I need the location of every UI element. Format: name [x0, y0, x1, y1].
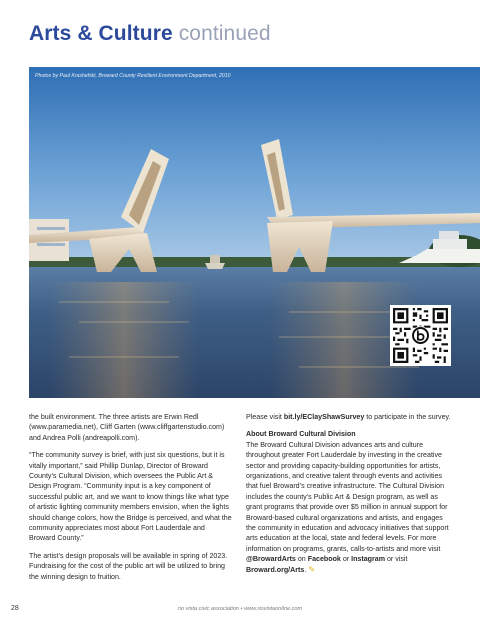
photo-credit: Photos by Paul Krashefski, Broward County Resilient Environment Department, 2010 — [35, 73, 231, 79]
paragraph: the built environment. The three artists are Erwin Redl (www.paramedia.net), Cliff Garten (www.cliffgartenstudio.com) and Andrea Polli (andreapolli.com). — [29, 413, 225, 442]
paragraph: The artist’s design proposals will be available in spring of 2023. Fundraising for the cost of the public art will be utilized to bring the winning design to fruition. — [29, 551, 228, 581]
social-handle: @BrowardArts — [246, 555, 296, 564]
section-title: Arts & Culture — [29, 22, 173, 45]
instagram-link[interactable]: Instagram — [351, 555, 386, 564]
page-number: 28 — [11, 605, 19, 612]
survey-qr-code[interactable] — [390, 305, 451, 366]
page-footer: rio vista civic association • www.riovistaonline.com — [177, 606, 303, 612]
bridge-photo — [29, 67, 480, 398]
section-subtitle: continued — [178, 22, 271, 45]
survey-link[interactable]: bit.ly/EClayShawSurvey — [283, 413, 365, 421]
about-heading: About Broward Cultural Division — [246, 430, 356, 439]
pencil-icon: ✎ — [308, 564, 316, 574]
website-link[interactable]: Broward.org/Arts — [246, 565, 305, 574]
facebook-link[interactable]: Facebook — [307, 555, 341, 564]
left-column — [29, 412, 232, 589]
about-paragraph: The Broward Cultural Division advances arts and culture throughout greater Fort Lauderdale by investing in the creative sector and providing capacity-building opportunities for artists, organizations, and creative talent through events and activities that fuel Broward’s creative infrastructure. The Cultural Division includes the county’s Public Art & Design program, as well as grant programs that provide over $5 million in annual support for Broward-based cultural organizations and artists, and engages the community in education and advocacy initiatives that support arts education at the local, state and federal levels. For more information on programs, grants, calls-to-artists and more visit @BrowardArts on Facebook or Instagram or visit Broward.org/Arts. ✎ — [246, 440, 449, 574]
qr-code-icon — [393, 308, 448, 363]
right-column — [246, 412, 454, 582]
page-title — [29, 21, 271, 47]
survey-paragraph: Please visit bit.ly/EClayShawSurvey to participate in the survey. — [246, 413, 451, 421]
paragraph: “The community survey is brief, with just six questions, but it is vitally important,” said Phillip Dunlap, Director of Broward County’s Cultural Division, which oversees the Public Art & Design Program. “Community input is a key component of successful public art, and we want to know things like what type of artistic lighting community members envision, when the lights should change colors, how the Bridge is perceived, and what the community appreciates most about Fort Lauderdale and Broward County.” — [29, 451, 232, 543]
